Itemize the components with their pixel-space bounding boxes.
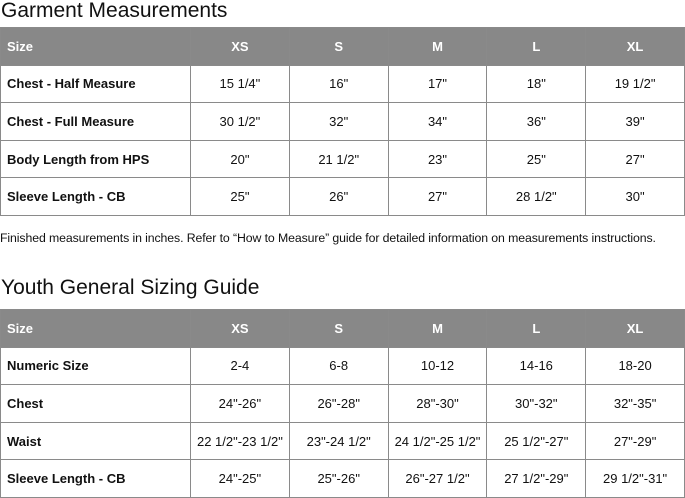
table-cell: 39" — [586, 103, 685, 141]
table-header-row — [1, 310, 685, 348]
column-header-m: M — [388, 28, 487, 66]
table-cell: 28"-30" — [388, 385, 487, 423]
table-row — [1, 178, 685, 216]
row-label: Numeric Size — [1, 347, 191, 385]
row-label: Waist — [1, 422, 191, 460]
column-header-size: Size — [1, 28, 191, 66]
table-cell: 25"-26" — [289, 460, 388, 498]
table-cell: 2-4 — [191, 347, 290, 385]
row-label: Sleeve Length - CB — [1, 178, 191, 216]
table-cell: 30" — [586, 178, 685, 216]
table-cell: 23" — [388, 140, 487, 178]
row-label: Sleeve Length - CB — [1, 460, 191, 498]
table-cell: 27"-29" — [586, 422, 685, 460]
table-cell: 26"-28" — [289, 385, 388, 423]
column-header-m: M — [388, 310, 487, 348]
table-cell: 25" — [191, 178, 290, 216]
table-cell: 27" — [388, 178, 487, 216]
table-cell: 14-16 — [487, 347, 586, 385]
row-label: Body Length from HPS — [1, 140, 191, 178]
table-cell: 32" — [289, 103, 388, 141]
column-header-xs: XS — [191, 310, 290, 348]
table-cell: 29 1/2"-31" — [586, 460, 685, 498]
column-header-s: S — [289, 310, 388, 348]
column-header-l: L — [487, 310, 586, 348]
table-cell: 34" — [388, 103, 487, 141]
table-cell: 19 1/2" — [586, 65, 685, 103]
table-cell: 25 1/2"-27" — [487, 422, 586, 460]
table-cell: 28 1/2" — [487, 178, 586, 216]
table-cell: 18" — [487, 65, 586, 103]
youth-sizing-guide-title: Youth General Sizing Guide — [1, 276, 260, 299]
youth-sizing-table — [0, 309, 685, 498]
table-row — [1, 103, 685, 141]
table-cell: 10-12 — [388, 347, 487, 385]
column-header-xl: XL — [586, 310, 685, 348]
table-cell: 30"-32" — [487, 385, 586, 423]
table-row — [1, 385, 685, 423]
table-cell: 25" — [487, 140, 586, 178]
column-header-xl: XL — [586, 28, 685, 66]
table-cell: 26" — [289, 178, 388, 216]
measurement-note: Finished measurements in inches. Refer to “How to Measure” guide for detailed information on measurements instructions. — [0, 231, 656, 245]
row-label: Chest — [1, 385, 191, 423]
table-cell: 26"-27 1/2" — [388, 460, 487, 498]
column-header-l: L — [487, 28, 586, 66]
column-header-size: Size — [1, 310, 191, 348]
table-row — [1, 140, 685, 178]
table-cell: 30 1/2" — [191, 103, 290, 141]
table-row — [1, 65, 685, 103]
column-header-xs: XS — [191, 28, 290, 66]
table-cell: 16" — [289, 65, 388, 103]
column-header-s: S — [289, 28, 388, 66]
table-cell: 24"-25" — [191, 460, 290, 498]
garment-measurements-table — [0, 27, 685, 216]
table-header-row — [1, 28, 685, 66]
table-cell: 21 1/2" — [289, 140, 388, 178]
table-cell: 20" — [191, 140, 290, 178]
table-cell: 36" — [487, 103, 586, 141]
table-cell: 17" — [388, 65, 487, 103]
table-cell: 27 1/2"-29" — [487, 460, 586, 498]
row-label: Chest - Half Measure — [1, 65, 191, 103]
table-cell: 22 1/2"-23 1/2" — [191, 422, 290, 460]
table-cell: 27" — [586, 140, 685, 178]
row-label: Chest - Full Measure — [1, 103, 191, 141]
table-row — [1, 422, 685, 460]
table-row — [1, 347, 685, 385]
table-cell: 18-20 — [586, 347, 685, 385]
table-row — [1, 460, 685, 498]
table-cell: 23"-24 1/2" — [289, 422, 388, 460]
table-cell: 32"-35" — [586, 385, 685, 423]
garment-measurements-title: Garment Measurements — [1, 0, 228, 22]
table-cell: 6-8 — [289, 347, 388, 385]
table-cell: 24 1/2"-25 1/2" — [388, 422, 487, 460]
table-cell: 24"-26" — [191, 385, 290, 423]
table-cell: 15 1/4" — [191, 65, 290, 103]
